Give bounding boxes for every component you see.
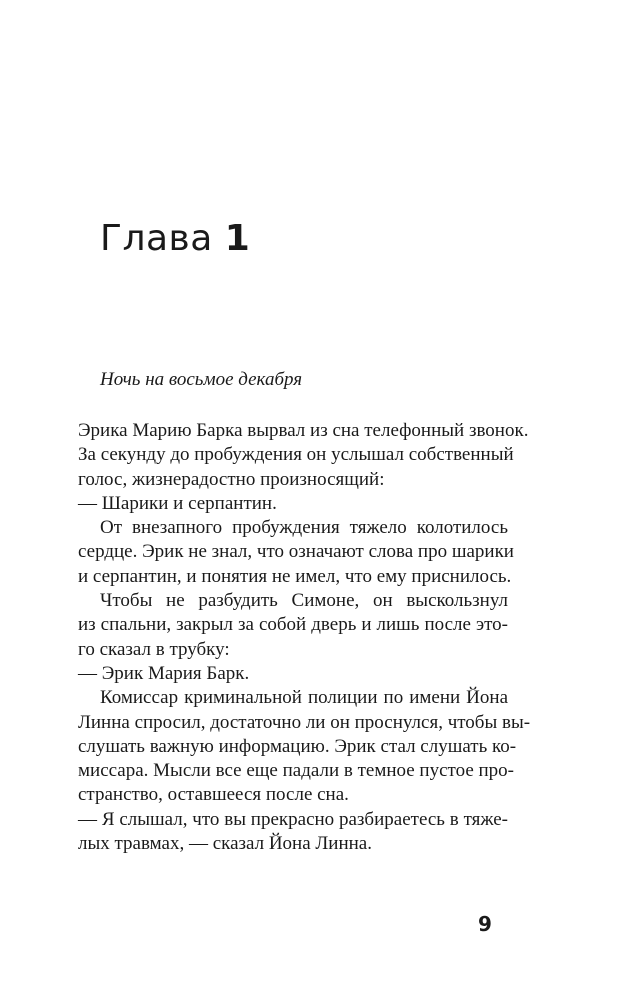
- text-line: Эрика Марию Барка вырвал из сна телефонный звонок.: [78, 420, 529, 441]
- text-line: странство, оставшееся после сна.: [78, 784, 349, 806]
- chapter-heading: [100, 218, 250, 259]
- body-text: [78, 419, 531, 856]
- chapter-epigraph: Ночь на восьмое декабря: [100, 369, 303, 390]
- text-line: Комиссар криминальной полиции по имени Йона: [100, 687, 508, 709]
- text-line: Линна спросил, достаточно ли он проснулся, чтобы вы-: [78, 711, 531, 733]
- chapter-number: 1: [224, 218, 251, 259]
- text-line: лых травмах, — сказал Йона Линна.: [78, 833, 372, 855]
- dialogue-line: — Эрик Мария Барк.: [78, 662, 250, 684]
- text-line: Чтобы не разбудить Симоне, он выскользнул: [100, 590, 508, 612]
- text-line: От внезапного пробуждения тяжело колотилось: [100, 517, 508, 539]
- dialogue-line: — Шарики и серпантин.: [78, 492, 277, 514]
- page-number: 9: [478, 912, 492, 936]
- text-line: слушать важную информацию. Эрик стал слушать ко-: [78, 735, 517, 757]
- text-line: сердце. Эрик не знал, что означают слова про шарики: [78, 541, 514, 563]
- text-line: За секунду до пробуждения он услышал собственный: [78, 444, 514, 466]
- text-line: миссара. Мысли все еще падали в темное пустое про-: [78, 760, 514, 782]
- text-line: из спальни, закрыл за собой дверь и лишь после это-: [78, 614, 508, 636]
- dialogue-line: — Я слышал, что вы прекрасно разбираетесь в тяже-: [78, 808, 508, 830]
- text-line: и серпантин, и понятия не имел, что ему приснилось.: [78, 565, 512, 587]
- text-line: голос, жизнерадостно произносящий:: [78, 468, 385, 490]
- text-line: го сказал в трубку:: [78, 638, 230, 660]
- chapter-label: Глава: [100, 218, 213, 259]
